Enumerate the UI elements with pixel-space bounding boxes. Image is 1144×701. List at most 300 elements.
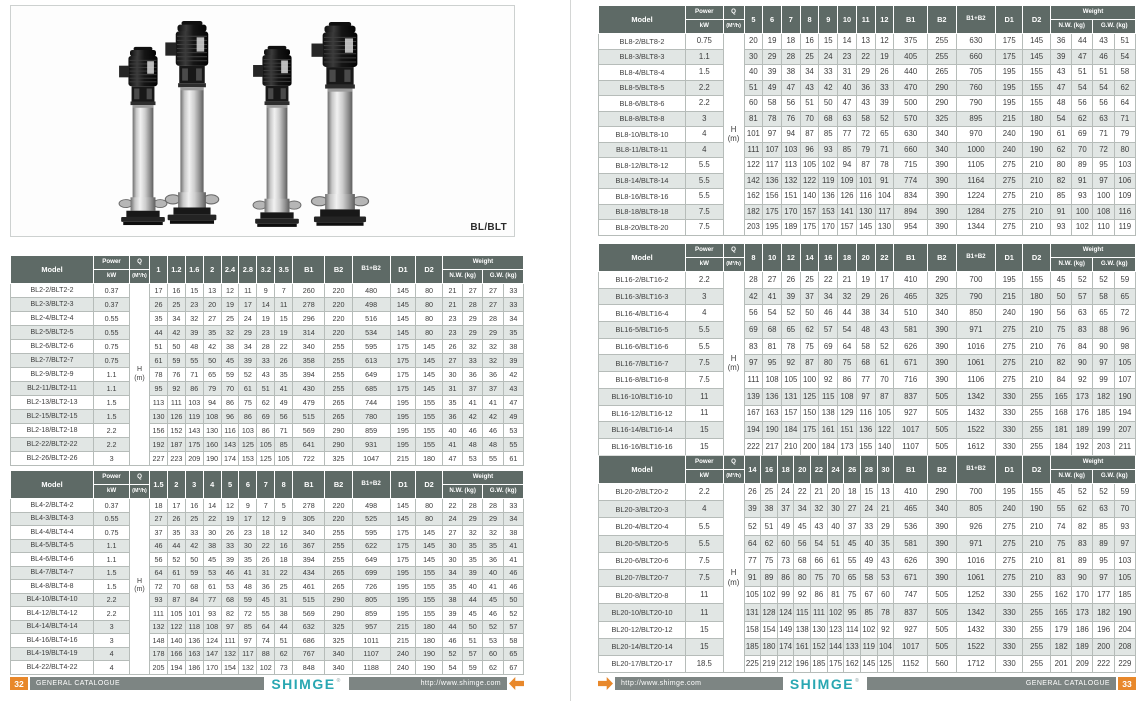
head-value-cell: 15: [819, 34, 838, 50]
b1-cell: 358: [293, 354, 325, 368]
b2-cell: 325: [325, 620, 352, 634]
head-value-cell: 31: [838, 65, 857, 81]
weight-cell: 57: [503, 620, 523, 634]
b1-plus-b2-cell: 705: [956, 65, 996, 81]
weight-cell: 56: [1051, 305, 1072, 322]
head-value-cell: 136: [763, 388, 782, 405]
weight-cell: 103: [1114, 552, 1135, 569]
head-value-cell: 61: [827, 552, 844, 569]
power-cell: 5.5: [686, 518, 724, 535]
d2-header: D2: [1023, 6, 1051, 34]
head-value-cell: 80: [819, 355, 838, 372]
table-row: [599, 372, 1136, 389]
weight-cell: 51: [1114, 34, 1135, 50]
d2-cell: 145: [416, 368, 443, 382]
head-value-cell: 132: [221, 647, 239, 661]
head-value-cell: 19: [257, 312, 275, 326]
d1-cell: 240: [390, 647, 416, 661]
d1-cell: 215: [390, 452, 416, 466]
weight-cell: 27: [442, 354, 462, 368]
b2-cell: 390: [928, 204, 956, 220]
head-value-cell: 130: [150, 410, 168, 424]
weight-cell: 105: [1114, 569, 1135, 586]
head-value-cell: 111: [811, 604, 828, 621]
b2-cell: 390: [928, 322, 956, 339]
head-value-cell: 70: [221, 382, 239, 396]
weight-cell: 93: [1072, 189, 1093, 205]
head-value-cell: 86: [838, 372, 857, 389]
head-value-cell: 22: [275, 340, 293, 354]
b1-plus-b2-cell: 534: [352, 326, 390, 340]
head-value-cell: 209: [185, 452, 203, 466]
table-row: [11, 499, 524, 513]
head-value-cell: 43: [257, 368, 275, 382]
model-cell: BL20-17/BLT20-17: [599, 655, 686, 672]
weight-cell: 46: [442, 634, 462, 648]
head-value-cell: 28: [781, 49, 800, 65]
weight-cell: 50: [1051, 288, 1072, 305]
flow-value-header: 7: [257, 471, 275, 499]
bl20-blt20-spec-table: [598, 455, 1136, 673]
b1-plus-b2-cell: 1342: [956, 388, 996, 405]
d1-header: D1: [996, 244, 1023, 272]
b1-plus-b2-cell: 1432: [956, 621, 996, 638]
b1-cell: 314: [293, 326, 325, 340]
b2-cell: 390: [928, 173, 956, 189]
head-value-cell: 96: [800, 142, 819, 158]
weight-cell: 82: [1051, 355, 1072, 372]
table-row: [599, 405, 1136, 422]
head-value-cell: 93: [203, 607, 221, 621]
b1-plus-b2-cell: 660: [956, 49, 996, 65]
head-value-cell: 145: [856, 220, 875, 236]
head-value-cell: 92: [167, 382, 185, 396]
b2-cell: 505: [928, 587, 956, 604]
head-value-cell: 86: [185, 382, 203, 396]
head-value-cell: 109: [838, 173, 857, 189]
head-value-cell: 70: [827, 569, 844, 586]
head-value-cell: 42: [203, 340, 221, 354]
power-cell: 3: [686, 288, 724, 305]
pump: [311, 22, 368, 226]
head-value-cell: 175: [800, 220, 819, 236]
head-value-cell: 122: [800, 173, 819, 189]
weight-cell: 184: [1051, 438, 1072, 455]
weight-cell: 30: [442, 368, 462, 382]
head-value-cell: 44: [150, 326, 168, 340]
bl4-table: [10, 470, 524, 675]
weight-cell: 35: [442, 396, 462, 410]
head-value-cell: 43: [877, 552, 894, 569]
head-value-cell: 26: [875, 288, 894, 305]
head-value-cell: 132: [781, 173, 800, 189]
head-value-cell: 223: [167, 452, 185, 466]
head-value-cell: 26: [221, 526, 239, 540]
table-row: [599, 355, 1136, 372]
weight-cell: 39: [503, 354, 523, 368]
b1-cell: 747: [894, 587, 928, 604]
head-value-cell: 35: [275, 368, 293, 382]
flow-value-header: 1.2: [167, 256, 185, 284]
d2-cell: 255: [1023, 655, 1051, 672]
power-cell: 4: [686, 305, 724, 322]
weight-cell: 58: [503, 634, 523, 648]
weight-cell: 63: [1093, 501, 1114, 518]
head-value-cell: 125: [239, 438, 257, 452]
head-value-cell: 51: [827, 535, 844, 552]
b1-plus-b2-cell: 957: [352, 620, 390, 634]
head-value-cell: 81: [827, 587, 844, 604]
weight-cell: 207: [1114, 422, 1135, 439]
head-value-cell: 38: [221, 340, 239, 354]
weight-cell: 82: [1072, 518, 1093, 535]
b1-cell: 305: [293, 512, 325, 526]
head-value-cell: 61: [239, 382, 257, 396]
catalogue-bar: [867, 677, 1116, 690]
flow-value-header: 22: [811, 456, 828, 484]
weight-cell: 83: [1072, 322, 1093, 339]
flow-value-header: 6: [763, 6, 782, 34]
b1-cell: 296: [293, 312, 325, 326]
head-value-cell: 38: [856, 305, 875, 322]
head-value-cell: 5: [275, 499, 293, 513]
weight-cell: 44: [442, 620, 462, 634]
flow-value-header: 8: [800, 6, 819, 34]
b1-plus-b2-cell: 1016: [956, 338, 996, 355]
head-value-cell: 26: [257, 553, 275, 567]
head-value-cell: 12: [221, 284, 239, 298]
b2-cell: 265: [325, 566, 352, 580]
head-value-cell: 17: [167, 499, 185, 513]
b2-cell: 340: [928, 142, 956, 158]
weight-cell: 35: [442, 580, 462, 594]
b1-header: B1: [894, 6, 928, 34]
head-value-cell: 34: [239, 340, 257, 354]
head-value-cell: 175: [800, 422, 819, 439]
b1-header: B1: [894, 456, 928, 484]
flow-value-header: 18: [838, 244, 857, 272]
weight-cell: 64: [1114, 96, 1135, 112]
catalogue-label: GENERAL CATALOGUE: [1025, 680, 1110, 687]
head-value-cell: 130: [875, 220, 894, 236]
weight-cell: 46: [503, 580, 523, 594]
head-value-cell: 29: [239, 326, 257, 340]
weight-cell: 43: [1051, 65, 1072, 81]
weight-cell: 65: [1093, 305, 1114, 322]
d2-cell: 210: [1023, 355, 1051, 372]
weight-cell: 24: [442, 512, 462, 526]
b1-cell: 641: [293, 438, 325, 452]
head-value-cell: 30: [203, 526, 221, 540]
net-weight-header: N.W. (kg): [1051, 20, 1093, 34]
weight-cell: 82: [1051, 173, 1072, 189]
product-photo-box: [10, 5, 515, 237]
weight-cell: 100: [1072, 204, 1093, 220]
d2-cell: 255: [1023, 621, 1051, 638]
b2-header: B2: [325, 256, 352, 284]
head-value-cell: 16: [800, 34, 819, 50]
weight-cell: 50: [503, 593, 523, 607]
head-value-cell: 22: [794, 484, 811, 501]
table-row: [599, 338, 1136, 355]
head-value-cell: 11: [239, 284, 257, 298]
head-value-cell: 13: [203, 284, 221, 298]
weight-cell: 229: [1114, 655, 1135, 672]
weight-cell: 27: [442, 526, 462, 540]
head-value-cell: 27: [763, 272, 782, 289]
head-value-cell: 55: [257, 607, 275, 621]
weight-cell: 97: [1114, 535, 1135, 552]
d2-cell: 180: [416, 620, 443, 634]
power-cell: 0.55: [94, 312, 130, 326]
weight-cell: 22: [442, 499, 462, 513]
b1-plus-b2-cell: 1712: [956, 655, 996, 672]
head-unit-cell: H (m): [723, 272, 744, 456]
b1-plus-b2-header: B1+B2: [956, 6, 996, 34]
head-value-cell: 85: [819, 127, 838, 143]
head-value-cell: 33: [861, 518, 878, 535]
head-value-cell: 26: [875, 65, 894, 81]
head-value-cell: 52: [167, 553, 185, 567]
weight-cell: 194: [1114, 405, 1135, 422]
head-value-cell: 149: [777, 621, 794, 638]
head-value-cell: 81: [763, 338, 782, 355]
weight-cell: 41: [483, 396, 503, 410]
weight-cell: 41: [483, 580, 503, 594]
d2-cell: 210: [1023, 518, 1051, 535]
head-value-cell: 47: [838, 96, 857, 112]
model-cell: BL2-11/BLT2-11: [11, 382, 94, 396]
head-value-cell: 105: [800, 158, 819, 174]
d1-cell: 275: [996, 158, 1023, 174]
weight-cell: 41: [442, 438, 462, 452]
weight-cell: 48: [463, 438, 483, 452]
table-row: [11, 566, 524, 580]
table-row: [599, 34, 1136, 50]
b1-cell: 834: [894, 189, 928, 205]
power-cell: 3: [94, 452, 130, 466]
b2-cell: 255: [928, 49, 956, 65]
weight-cell: 97: [1093, 173, 1114, 189]
head-value-cell: 33: [257, 354, 275, 368]
weight-cell: 92: [1072, 372, 1093, 389]
weight-cell: 52: [1072, 484, 1093, 501]
d2-cell: 180: [1023, 111, 1051, 127]
power-header: Power: [686, 456, 724, 470]
head-value-cell: 117: [763, 158, 782, 174]
product-series-label: BL/BLT: [470, 222, 507, 233]
head-value-cell: 75: [800, 338, 819, 355]
head-value-cell: 87: [875, 388, 894, 405]
head-value-cell: 68: [856, 355, 875, 372]
head-value-cell: 71: [875, 142, 894, 158]
head-value-cell: 27: [203, 312, 221, 326]
model-cell: BL2-5/BLT2-5: [11, 326, 94, 340]
table-row: [599, 638, 1136, 655]
head-value-cell: 212: [777, 655, 794, 672]
weight-cell: 119: [1114, 220, 1135, 236]
weight-cell: 27: [483, 298, 503, 312]
model-cell: BL8-6/BLT8-6: [599, 96, 686, 112]
head-value-cell: 72: [239, 607, 257, 621]
b2-cell: 290: [928, 484, 956, 501]
d1-cell: 145: [390, 312, 416, 326]
head-value-cell: 138: [794, 621, 811, 638]
head-value-cell: 19: [275, 326, 293, 340]
head-value-cell: 87: [800, 127, 819, 143]
bl2-blt2-spec-table: [10, 255, 524, 466]
d2-cell: 190: [1023, 127, 1051, 143]
b1-plus-b2-cell: 971: [956, 535, 996, 552]
head-value-cell: 187: [167, 438, 185, 452]
d2-cell: 80: [416, 512, 443, 526]
d1-cell: 240: [390, 661, 416, 675]
head-value-cell: 52: [239, 368, 257, 382]
b2-cell: 325: [325, 634, 352, 648]
page-number-badge: 33: [1118, 677, 1136, 690]
head-value-cell: 153: [819, 204, 838, 220]
d2-cell: 255: [1023, 604, 1051, 621]
weight-cell: 47: [442, 452, 462, 466]
d2-cell: 80: [416, 326, 443, 340]
power-cell: 7.5: [686, 552, 724, 569]
head-value-cell: 25: [185, 512, 203, 526]
model-cell: BL16-16/BLT16-16: [599, 438, 686, 455]
weight-cell: 91: [1051, 204, 1072, 220]
head-value-cell: 62: [275, 647, 293, 661]
head-value-cell: 91: [744, 569, 761, 586]
head-value-cell: 38: [203, 539, 221, 553]
power-cell: 18.5: [686, 655, 724, 672]
d2-cell: 255: [1023, 638, 1051, 655]
head-value-cell: 37: [150, 526, 168, 540]
b1-plus-b2-cell: 1011: [352, 634, 390, 648]
b1-cell: 461: [293, 580, 325, 594]
power-cell: 3: [94, 620, 130, 634]
head-value-cell: 33: [185, 526, 203, 540]
d1-cell: 275: [996, 338, 1023, 355]
b1-plus-b2-cell: 895: [956, 111, 996, 127]
head-value-cell: 43: [800, 80, 819, 96]
head-value-cell: 48: [239, 580, 257, 594]
flow-value-header: 1: [150, 256, 168, 284]
head-value-cell: 64: [744, 535, 761, 552]
power-cell: 3: [686, 111, 724, 127]
catalogue-label: GENERAL CATALOGUE: [36, 680, 121, 687]
head-value-cell: 19: [221, 512, 239, 526]
head-value-cell: 26: [150, 298, 168, 312]
right-page-footer: [598, 677, 1136, 690]
head-value-cell: 102: [257, 661, 275, 675]
weight-cell: 39: [463, 566, 483, 580]
head-value-cell: 151: [781, 189, 800, 205]
power-cell: 5.5: [686, 158, 724, 174]
b1-cell: 927: [894, 405, 928, 422]
weight-cell: 200: [1093, 638, 1114, 655]
b2-cell: 220: [325, 298, 352, 312]
d2-cell: 210: [1023, 158, 1051, 174]
head-value-cell: 34: [875, 305, 894, 322]
gross-weight-header: G.W. (kg): [1093, 258, 1136, 272]
b1-plus-b2-cell: 1522: [956, 638, 996, 655]
d1-cell: 330: [996, 438, 1023, 455]
d2-cell: 145: [416, 553, 443, 567]
head-value-cell: 70: [800, 111, 819, 127]
head-value-cell: 59: [167, 354, 185, 368]
head-value-cell: 52: [781, 305, 800, 322]
head-value-cell: 41: [275, 382, 293, 396]
head-value-cell: 107: [763, 142, 782, 158]
table-row: [599, 518, 1136, 535]
table-row: [599, 438, 1136, 455]
head-value-cell: 50: [819, 96, 838, 112]
d2-cell: 145: [416, 526, 443, 540]
b1-cell: 894: [894, 204, 928, 220]
power-unit-header: kW: [686, 470, 724, 484]
weight-cell: 34: [503, 312, 523, 326]
b1-cell: 260: [293, 284, 325, 298]
weight-cell: 29: [463, 312, 483, 326]
head-value-cell: 45: [257, 593, 275, 607]
flow-value-header: 10: [763, 244, 782, 272]
head-value-cell: 45: [794, 518, 811, 535]
flow-header: Q: [130, 471, 150, 485]
head-value-cell: 12: [875, 34, 894, 50]
weight-cell: 32: [483, 340, 503, 354]
d1-cell: 275: [996, 518, 1023, 535]
table-row: [11, 593, 524, 607]
head-value-cell: 85: [275, 438, 293, 452]
head-unit-cell: H (m): [723, 484, 744, 673]
table-row: [599, 173, 1136, 189]
model-cell: BL8-2/BLT8-2: [599, 34, 686, 50]
head-value-cell: 64: [838, 338, 857, 355]
head-value-cell: 92: [877, 621, 894, 638]
weight-cell: 95: [1093, 552, 1114, 569]
d1-cell: 240: [996, 142, 1023, 158]
head-value-cell: 60: [777, 535, 794, 552]
b2-cell: 265: [928, 65, 956, 81]
head-value-cell: 227: [150, 452, 168, 466]
table-row: [599, 80, 1136, 96]
power-cell: 0.37: [94, 499, 130, 513]
b1-plus-b2-cell: 1344: [956, 220, 996, 236]
weight-cell: 40: [483, 566, 503, 580]
d1-cell: 195: [390, 593, 416, 607]
power-cell: 2.2: [94, 438, 130, 452]
head-value-cell: 126: [838, 189, 857, 205]
power-unit-header: kW: [94, 270, 130, 284]
weight-cell: 51: [1072, 65, 1093, 81]
head-value-cell: 42: [167, 326, 185, 340]
d1-cell: 195: [996, 65, 1023, 81]
weight-cell: 52: [1093, 484, 1114, 501]
model-cell: BL2-26/BLT2-26: [11, 452, 94, 466]
head-value-cell: 186: [185, 661, 203, 675]
head-value-cell: 85: [861, 604, 878, 621]
head-value-cell: 119: [185, 410, 203, 424]
d2-cell: 145: [416, 539, 443, 553]
b1-plus-b2-cell: 700: [956, 272, 996, 289]
power-cell: 4: [94, 661, 130, 675]
b1-plus-b2-cell: 700: [956, 484, 996, 501]
head-value-cell: 20: [744, 34, 763, 50]
weight-cell: 84: [1072, 338, 1093, 355]
head-value-cell: 26: [781, 272, 800, 289]
net-weight-header: N.W. (kg): [1051, 470, 1093, 484]
net-weight-header: N.W. (kg): [442, 270, 483, 284]
weight-cell: 192: [1072, 438, 1093, 455]
